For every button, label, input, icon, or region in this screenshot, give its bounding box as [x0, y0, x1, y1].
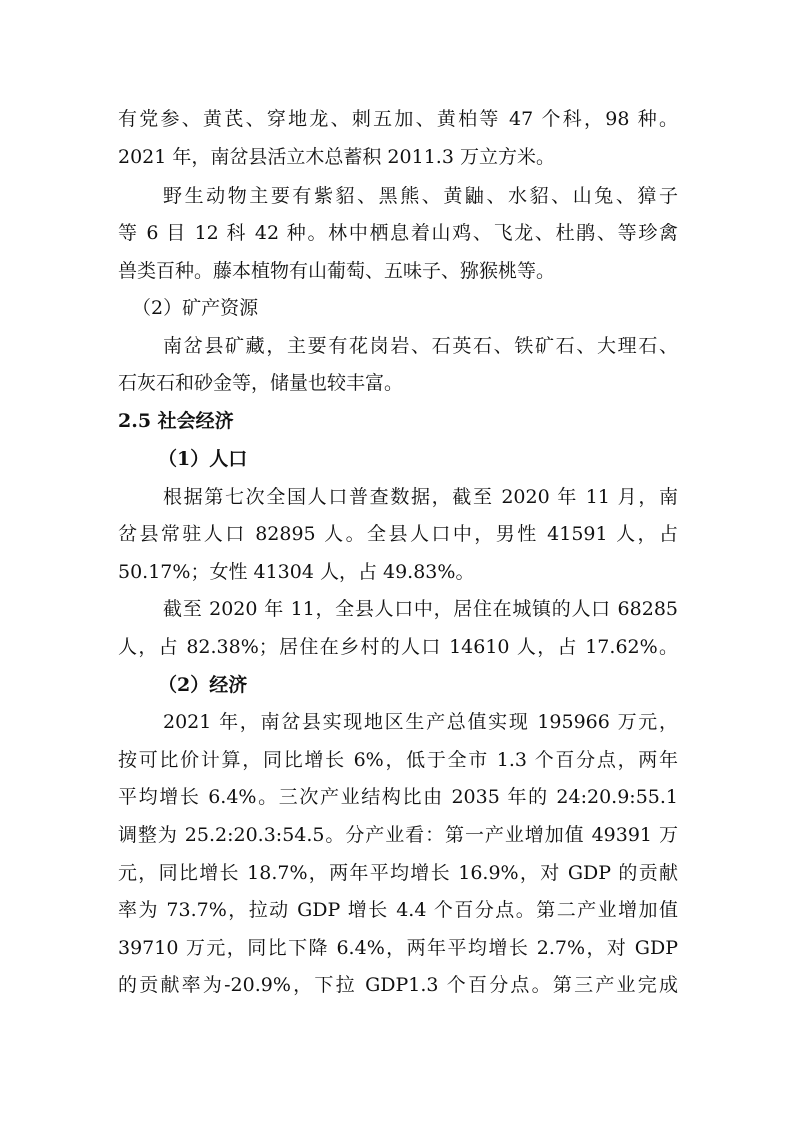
body-text-line: 截至 2020 年 11，全县人口中，居住在城镇的人口 68285	[163, 598, 678, 620]
body-text-line: 野生动物主要有紫貂、黑熊、黄鼬、水貂、山兔、獐子	[163, 185, 678, 207]
body-text-line: 根据第七次全国人口普查数据，截至 2020 年 11 月，南	[163, 486, 678, 508]
body-text-line: 50.17%；女性 41304 人，占 49.83%。	[118, 561, 475, 583]
body-text-line: 南岔县矿藏，主要有花岗岩、石英石、铁矿石、大理石、	[163, 335, 678, 357]
body-text-line: 元，同比增长 18.7%，两年平均增长 16.9%，对 GDP 的贡献	[118, 862, 678, 884]
body-text-line: 按可比价计算，同比增长 6%，低于全市 1.3 个百分点，两年	[118, 749, 678, 771]
body-text-line: 有党参、黄芪、穿地龙、刺五加、黄柏等 47 个科，98 种。	[118, 108, 678, 130]
body-text-line: 调整为 25.2:20.3:54.5。分产业看：第一产业增加值 49391 万	[118, 824, 678, 846]
body-text-line: 2021 年，南岔县活立木总蓄积 2011.3 万立方米。	[118, 146, 555, 168]
subsection-heading: （1）人口	[158, 448, 248, 470]
body-text-line: 岔县常驻人口 82895 人。全县人口中，男性 41591 人，占	[118, 523, 678, 545]
body-text-line: 率为 73.7%，拉动 GDP 增长 4.4 个百分点。第二产业增加值	[118, 899, 678, 921]
body-text-line: 等 6 目 12 科 42 种。林中栖息着山鸡、飞龙、杜鹃、等珍禽	[118, 222, 678, 244]
body-text-line: 石灰石和砂金等，储量也较丰富。	[118, 372, 404, 394]
body-text-line: 平均增长 6.4%。三次产业结构比由 2035 年的 24:20.9:55.1	[118, 786, 678, 808]
body-text-line: 2021 年，南岔县实现地区生产总值实现 195966 万元，	[163, 711, 678, 733]
body-text-line: 39710 万元，同比下降 6.4%，两年平均增长 2.7%，对 GDP	[118, 937, 678, 959]
body-text-line: 兽类百种。藤本植物有山葡萄、五味子、猕猴桃等。	[118, 260, 556, 282]
subsection-heading: （2）经济	[158, 674, 248, 696]
body-text-line: 的贡献率为-20.9%，下拉 GDP1.3 个百分点。第三产业完成	[118, 974, 678, 996]
section-heading: 2.5 社会经济	[118, 410, 234, 432]
subsection-heading: （2）矿产资源	[132, 297, 259, 319]
body-text-line: 人，占 82.38%；居住在乡村的人口 14610 人，占 17.62%。	[118, 636, 678, 658]
